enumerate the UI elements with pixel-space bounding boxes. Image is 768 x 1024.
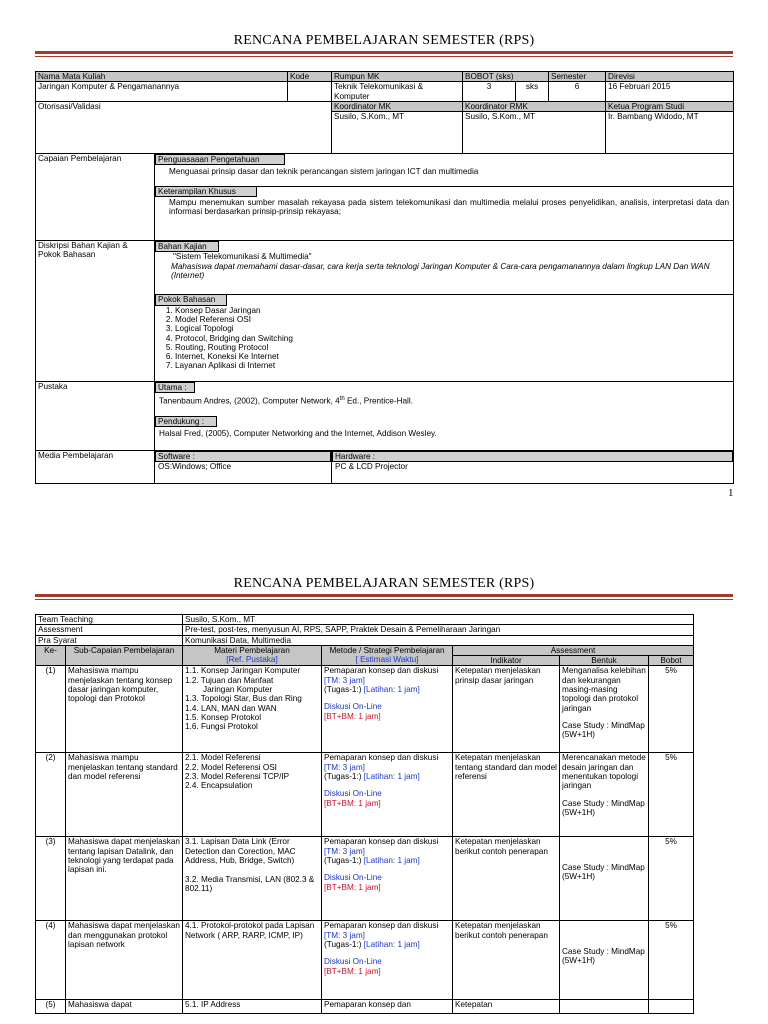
metode-gap — [324, 694, 450, 702]
table-row — [36, 666, 694, 753]
metode-bt: [BT+BM: 1 jam] — [324, 798, 381, 808]
cell-indikator: Ketepatan menjelaskan berikut contoh penerapan — [453, 837, 560, 921]
bentuk-case: Case Study : MindMap (5W+1H) — [562, 862, 645, 882]
cell-metode — [322, 1000, 453, 1014]
label-bahan-kajian: Bahan Kajian — [155, 241, 219, 252]
metode-latihan: [Latihan: 1 jam] — [363, 856, 420, 866]
page-number: 1 — [728, 487, 734, 499]
value-nama-mk: Jaringan Komputer & Pengamanannya — [36, 82, 288, 102]
value-pendukung: Halsal Fred, (2005), Computer Networking and the Internet, Addison Wesley. — [159, 428, 437, 438]
pokok-item: 2. Model Referensi OSI — [175, 315, 733, 324]
cell-ke: (5) — [36, 1000, 66, 1014]
metode-tm: [TM: 3 jam] — [324, 675, 365, 685]
metode-online: Diskusi On-Line — [324, 702, 382, 712]
value-koord-rmk: Susilo, S.Kom., MT — [463, 112, 606, 154]
cell-bobot: 5% — [649, 837, 694, 921]
metode-tm: [TM: 3 jam] — [324, 762, 365, 772]
bentuk-desc: Merencanakan metode desain jaringan dan menentukan topologi jaringan — [562, 753, 646, 791]
materi-line: 4.1. Protokol-protokol pada Lapisan Network ( ARP, RARP, ICMP, IP) — [185, 921, 315, 940]
materi-line: 1.1. Konsep Jaringan Komputer — [185, 666, 301, 676]
cell-materi — [183, 837, 322, 921]
cell-indikator: Ketepatan menjelaskan berikut contoh penerapan — [453, 921, 560, 1000]
materi-line: 2.1. Model Referensi — [185, 753, 261, 763]
cell-metode — [322, 666, 453, 753]
pokok-item: 6. Internet, Koneksi Ke Internet — [175, 352, 733, 361]
pokok-bahasan-list — [155, 306, 733, 371]
bentuk-gap — [562, 939, 646, 947]
cell-bobot: 5% — [649, 921, 694, 1000]
info-row — [36, 635, 694, 645]
th-metode — [322, 645, 453, 666]
metode-bt: [BT+BM: 1 jam] — [324, 966, 381, 976]
materi-line: 1.3. Topologi Star, Bus dan Ring — [185, 694, 302, 704]
cell-indikator: Ketepatan menjelaskan tentang standard dan model referensi — [453, 753, 560, 837]
value-koord-mk: Susilo, S.Kom., MT — [332, 112, 463, 154]
value-bobot-unit: sks — [516, 82, 549, 102]
bentuk-case: Case Study : MindMap (5W+1H) — [562, 720, 645, 740]
cell-materi — [183, 753, 322, 837]
metode-gap — [324, 781, 450, 789]
label-direvisi: Direvisi — [606, 72, 734, 82]
table-row — [36, 921, 694, 1000]
metode-tugas — [324, 685, 450, 694]
th-materi-label: Materi Pembelajaran — [214, 645, 290, 655]
metode-latihan: [Latihan: 1 jam] — [363, 940, 420, 950]
value-penguasaan: Menguasai prinsip dasar dan teknik perancangan sistem jaringan ICT dan multimedia — [169, 167, 479, 177]
cell-bentuk — [560, 921, 649, 1000]
cell-indikator: Ketepatan menjelaskan prinsip dasar jaringan — [453, 666, 560, 753]
materi-line: 1.2. Tujuan dan Manfaat — [185, 675, 274, 685]
bentuk-spacer — [562, 921, 646, 930]
bentuk-desc: Menganalisa kelebihan dan kekurangan masing-masing topologi dan protokol jaringan — [562, 666, 646, 713]
materi-line: 2.2. Model Referensi OSI — [185, 762, 277, 772]
metode-tm: [TM: 3 jam] — [324, 846, 365, 856]
metode-latihan: [Latihan: 1 jam] — [363, 685, 420, 695]
metode-desc: Pemaparan konsep dan diskusi — [324, 666, 439, 676]
cell-ke: (3) — [36, 837, 66, 921]
value-direvisi: 16 Februari 2015 — [606, 82, 734, 102]
cell-sub: Mahasiswa mampu menjelaskan tentang konsep dasar jaringan komputer, topologi dan Protokol — [66, 666, 183, 753]
metode-desc: Pemaparan konsep dan diskusi — [324, 753, 439, 763]
label-kode: Kode — [288, 72, 332, 82]
metode-bt: [BT+BM: 1 jam] — [324, 711, 381, 721]
bentuk-gap — [562, 791, 646, 799]
label-ketua-prodi: Ketua Program Studi — [606, 101, 734, 111]
rps-weekly-table — [35, 614, 694, 1014]
th-metode-label: Metode / Strategi Pembelajaran — [329, 645, 445, 655]
value-semester: 6 — [549, 82, 606, 102]
label-koord-rmk: Koordinator RMK — [463, 101, 606, 111]
cell-sub: Mahasiswa dapat — [66, 1000, 183, 1014]
cell-ke: (1) — [36, 666, 66, 753]
metode-tugas-label: (Tugas-1:) — [324, 772, 362, 782]
cell-bentuk — [560, 753, 649, 837]
cell-metode — [322, 921, 453, 1000]
cell-bentuk — [560, 1000, 649, 1014]
label-hardware: Hardware : — [332, 451, 733, 462]
cell-bobot: 5% — [649, 753, 694, 837]
value-utama: Tanenbaum Andres, (2002), Computer Network, 4th Ed., Prentice-Hall. — [159, 396, 413, 407]
cell-sub: Mahasiswa dapat menjelaskan dan menggunakan protokol lapisan network — [66, 921, 183, 1000]
cell-materi — [183, 921, 322, 1000]
info-label: Pra Syarat — [36, 635, 183, 645]
metode-tm: [TM: 3 jam] — [324, 930, 365, 940]
info-value: Pre-test, post-tes, menyusun AI, RPS, SAPP, Praktek Desain & Pemeliharaan Jaringan — [183, 625, 694, 635]
metode-tugas — [324, 940, 450, 949]
metode-gap — [324, 865, 450, 873]
rps-identity-table — [35, 71, 734, 484]
value-bahan-kajian-title: "Sistem Telekomunikasi & Multimedia" — [173, 252, 312, 262]
value-rumpun: Teknik Telekomunikasi & Komputer — [332, 82, 463, 102]
materi-line: Jaringan Komputer — [203, 685, 273, 695]
value-bobot-num: 3 — [463, 82, 516, 102]
materi-line: 3.1. Lapisan Data Link (Error Detection dan Corection, MAC Address, Hub, Bridge, Switch) — [185, 837, 296, 866]
th-materi — [183, 645, 322, 666]
cell-metode — [322, 837, 453, 921]
pokok-item: 4. Protocol, Bridging dan Switching — [175, 334, 733, 343]
cell-ke: (2) — [36, 753, 66, 837]
th-bentuk: Bentuk — [560, 656, 649, 666]
materi-line: 2.4. Encapsulation — [185, 781, 253, 791]
th-materi-ref: [Ref. Pustaka] — [226, 655, 278, 665]
value-bahan-kajian-desc: Mahasiswa dapat memahami dasar-dasar, cara kerja serta teknologi Jaringan Komputer & Cara-cara pengamanannya dalam lingkup LAN Dan WAN (Internet) — [171, 261, 710, 281]
label-pokok-bahasan: Pokok Bahasan — [155, 295, 227, 305]
th-metode-est: [ Estimasi Waktu] — [355, 655, 419, 665]
label-nama-mk: Nama Mata Kuliah — [36, 72, 288, 82]
th-indikator: Indikator — [453, 656, 560, 666]
cell-bentuk — [560, 837, 649, 921]
metode-desc: Pemaparan konsep dan diskusi — [324, 837, 439, 847]
value-ketua-prodi: Ir. Bambang Widodo, MT — [606, 112, 734, 154]
th-ke: Ke- — [36, 645, 66, 666]
label-bobot: BOBOT (sks) — [463, 72, 549, 82]
th-bobot: Bobot — [649, 656, 694, 666]
materi-line: 1.5. Konsep Protokol — [185, 712, 262, 722]
cell-bobot: 5% — [649, 666, 694, 753]
info-value: Susilo, S.Kom., MT — [183, 615, 694, 625]
table-row — [36, 753, 694, 837]
cell-materi — [183, 1000, 322, 1014]
metode-online: Diskusi On-Line — [324, 873, 382, 883]
info-row — [36, 625, 694, 635]
cell-bentuk — [560, 666, 649, 753]
pokok-item: 3. Logical Topologi — [175, 324, 733, 333]
pokok-item: 5. Routing, Routing Protocol — [175, 343, 733, 352]
metode-desc: Pemaparan konsep dan — [324, 1000, 411, 1010]
table-row — [36, 837, 694, 921]
label-otorisasi: Otorisasi/Validasi — [36, 101, 332, 153]
cell-ke: (4) — [36, 921, 66, 1000]
bentuk-case: Case Study : MindMap (5W+1H) — [562, 946, 645, 966]
bentuk-gap — [562, 855, 646, 863]
materi-line: 3.2. Media Transmisi, LAN (802.3 & 802.11) — [185, 874, 315, 893]
cell-sub: Mahasiswa mampu menjelaskan tentang standard dan model referensi — [66, 753, 183, 837]
bentuk-gap — [562, 847, 646, 855]
th-sub: Sub-Capaian Pembelajaran — [66, 645, 183, 666]
value-hardware: PC & LCD Projector — [335, 462, 408, 472]
materi-line: 5.1. IP Address — [185, 1000, 241, 1010]
metode-online: Diskusi On-Line — [324, 789, 382, 799]
metode-bt: [BT+BM: 1 jam] — [324, 882, 381, 892]
materi-line: 1.4. LAN, MAN dan WAN — [185, 703, 277, 713]
pokok-item: 7. Layanan Aplikasi di Internet — [175, 361, 733, 370]
label-capaian: Capaian Pembelajaran — [36, 154, 155, 241]
label-keterampilan: Keterampilan Khusus — [155, 187, 257, 197]
title-rule-1 — [35, 51, 733, 54]
metode-tugas-label: (Tugas-1:) — [324, 940, 362, 950]
label-semester: Semester — [549, 72, 606, 82]
metode-latihan: [Latihan: 1 jam] — [363, 772, 420, 782]
info-label: Assessment — [36, 625, 183, 635]
info-label: Team Teaching — [36, 615, 183, 625]
bentuk-case: Case Study : MindMap (5W+1H) — [562, 798, 645, 817]
title-rule-1b — [35, 56, 733, 57]
label-media: Media Pembelajaran — [36, 451, 155, 484]
bentuk-gap — [562, 713, 646, 721]
pokok-item: 1. Konsep Dasar Jaringan — [175, 306, 733, 315]
label-koord-mk: Koordinator MK — [332, 101, 463, 111]
metode-tugas-label: (Tugas-1:) — [324, 685, 362, 695]
th-assessment: Assessment — [453, 645, 694, 655]
label-pendukung: Pendukung : — [155, 416, 217, 427]
materi-line: 1.6. Fungsi Protokol — [185, 722, 258, 732]
metode-desc: Pemaparan konsep dan diskusi — [324, 921, 439, 931]
metode-tugas — [324, 856, 450, 865]
label-diskripsi: Diskripsi Bahan Kajian & Pokok Bahasan — [36, 241, 155, 382]
page-title-2: RENCANA PEMBELAJARAN SEMESTER (RPS) — [233, 576, 535, 591]
bentuk-gap — [562, 931, 646, 939]
label-utama: Utama : — [155, 382, 195, 393]
cell-sub: Mahasiswa dapat menjelaskan tentang lapisan Datalink, dan teknologi yang terdapat pada lapisan ini. — [66, 837, 183, 921]
page-title-1: RENCANA PEMBELAJARAN SEMESTER (RPS) — [233, 33, 535, 48]
cell-indikator: Ketepatan — [453, 1000, 560, 1014]
value-kode — [288, 82, 332, 102]
metode-tugas — [324, 772, 450, 781]
label-rumpun: Rumpun MK — [332, 72, 463, 82]
metode-gap — [324, 949, 450, 957]
info-row — [36, 615, 694, 625]
value-keterampilan: Mampu menemukan sumber masalah rekayasa pada sistem telekomunikasi dan multimedia melalui proses penyelidikan, analisis, interpretasi data dan informasi berdasarkan prinsip-prinsip rekayasa; — [169, 198, 730, 217]
cell-bobot — [649, 1000, 694, 1014]
metode-tugas-label: (Tugas-1:) — [324, 856, 362, 866]
materi-line: 2.3. Model Referensi TCP/IP — [185, 772, 290, 782]
title-rule-2b — [35, 599, 733, 600]
cell-materi — [183, 666, 322, 753]
value-software: OS:Windows; Office — [158, 462, 232, 472]
label-software: Software : — [155, 451, 331, 462]
info-value: Komunikasi Data, Multimedia — [183, 635, 694, 645]
label-pustaka: Pustaka — [36, 382, 155, 451]
bentuk-spacer — [562, 837, 646, 846]
cell-metode — [322, 753, 453, 837]
label-penguasaan: Penguasaaan Pengetahuan — [155, 154, 285, 165]
table-row — [36, 1000, 694, 1014]
title-rule-2 — [35, 594, 733, 597]
materi-line — [185, 865, 319, 874]
metode-online: Diskusi On-Line — [324, 957, 382, 967]
